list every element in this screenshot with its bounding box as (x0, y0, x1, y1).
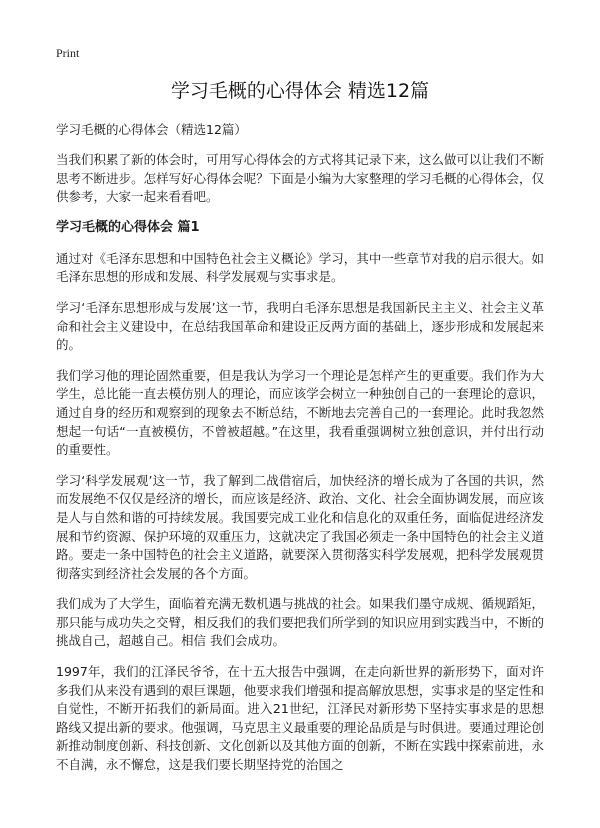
body-paragraph: 学习‘毛泽东思想形成与发展’这一节，我明白毛泽东思想是我国新民主主义、社会主义革命和社会主义建设中，在总结我国革命和建设正反两方面的基础上，逐步形成和发展起来的。 (56, 299, 544, 353)
intro-paragraph: 当我们积累了新的体会时，可用写心得体会的方式将其记录下来，这么做可以让我们不断思考不断进步。怎样写好心得体会呢？下面是小编为大家整理的学习毛概的心得体会，仅供参考，大家一起来看看吧。 (56, 152, 544, 205)
body-paragraph: 通过对《毛泽东思想和中国特色社会主义概论》学习，其中一些章节对我的启示很大。如毛泽东思想的形成和发展、科学发展观与实事求是。 (56, 250, 544, 285)
print-label: Print (56, 46, 80, 60)
document-title: 学习毛概的心得体会 精选12篇 (170, 80, 430, 102)
body-paragraph: 我们成为了大学生，面临着充满无数机遇与挑战的社会。如果我们墨守成规、循规蹈矩，那只能与成功失之交臂，相反我们的我们要把我们所学到的知识应用到实践当中，不断的挑战自己，超越自己。相信 我们会成功。 (56, 596, 544, 649)
document-subtitle: 学习毛概的心得体会（精选12篇） (56, 122, 247, 137)
section-heading: 学习毛概的心得体会 篇1 (56, 219, 200, 235)
body-paragraph: 学习‘科学发展观’这一节，我了解到二战借宿后，加快经济的增长成为了各国的共识，然而发展绝不仅仅是经济的增长，而应该是经济、政治、文化、社会全面协调发展，而应该是人与自然和谐的可持续发展。我国要完成工业化和信息化的双重任务，面临促进经济发展和节约资源、保护环境的双重压力，这就决定了我国必须走一条中国特色的社会主义道路。要走一条中国特色的社会主义道路，就要深入贯彻落实科学发展观，把科学发展观贯彻落实到经济社会发展的各个方面。 (56, 472, 544, 581)
document-body (56, 151, 544, 787)
body-paragraph: 1997年，我们的江泽民爷爷，在十五大报告中强调，在走向新世界的新形势下，面对许多我们从来没有遇到的艰巨课题，他要求我们增强和提高解放思想，实事求是的坚定性和自觉性，不断开拓我们的新局面。进入21世纪，江泽民对新形势下坚持实事求是的思想路线又提出新的要求。他强调，马克思主义最重要的理论品质是与时俱进。要通过理论创新推动制度创新、科技创新、文化创新以及其他方面的创新，不断在实践中探索前进，永不自满，永不懈怠，这是我们要长期坚持党的治国之 (56, 664, 544, 773)
body-paragraph: 我们学习他的理论固然重要，但是我认为学习一个理论是怎样产生的更重要。我们作为大学生，总比能一直去模仿别人的理论，而应该学会树立一种独创自己的一套理论的意识，通过自身的经历和观察到的现象去不断总结，不断地去完善自己的一套理论。此时我忽然想起一句话“一直被模仿，不曾被超越。”在这里，我看重强调树立独创意识，并付出行动的重要性。 (56, 367, 544, 458)
